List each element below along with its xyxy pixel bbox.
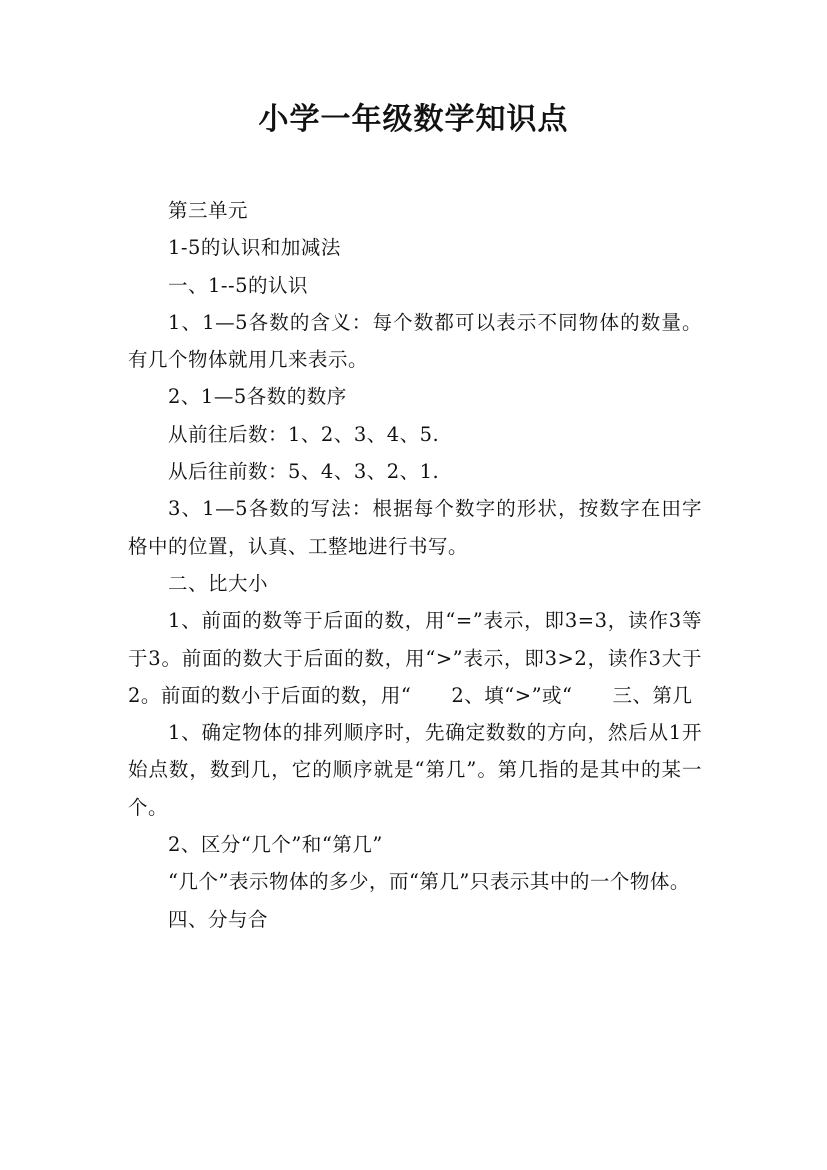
paragraph: 2、区分“几个”和“第几” [168, 833, 383, 857]
paragraph-section-2: 二、比大小 [168, 571, 269, 595]
paragraph: 2、1—5各数的数序 [168, 385, 347, 409]
document-body [128, 192, 702, 938]
paragraph-unit-heading: 第三单元 [168, 199, 249, 222]
paragraph: “几个”表示物体的多少，而“第几”只表示其中的一个物体。 [168, 870, 690, 894]
paragraph-topic: 1-5的认识和加减法 [168, 236, 341, 260]
paragraph-section-1: 一、1--5的认识 [168, 273, 308, 297]
paragraph: 3、1—5各数的写法：根据每个数字的形状，按数字在田字格中的位置，认真、工整地进行书写。 [128, 497, 702, 558]
paragraph: 1、前面的数等于后面的数，用“=”表示，即3=3，读作3等于3。前面的数大于后面的数，用“>”表示，即3>2，读作3大于2。前面的数小于后面的数，用“ 2、填“>”或“ 三、第几 [128, 609, 702, 707]
paragraph: 1、1—5各数的含义：每个数都可以表示不同物体的数量。有几个物体就用几来表示。 [128, 310, 702, 372]
paragraph-section-4: 四、分与合 [168, 907, 269, 931]
document-title: 小学一年级数学知识点 [258, 102, 569, 137]
paragraph: 1、确定物体的排列顺序时，先确定数数的方向，然后从1开始点数，数到几，它的顺序就是“第几”。第几指的是其中的某一个。 [128, 721, 702, 819]
paragraph: 从后往前数：5、4、3、2、1. [168, 460, 440, 484]
paragraph: 从前往后数：1、2、3、4、5. [168, 422, 440, 446]
